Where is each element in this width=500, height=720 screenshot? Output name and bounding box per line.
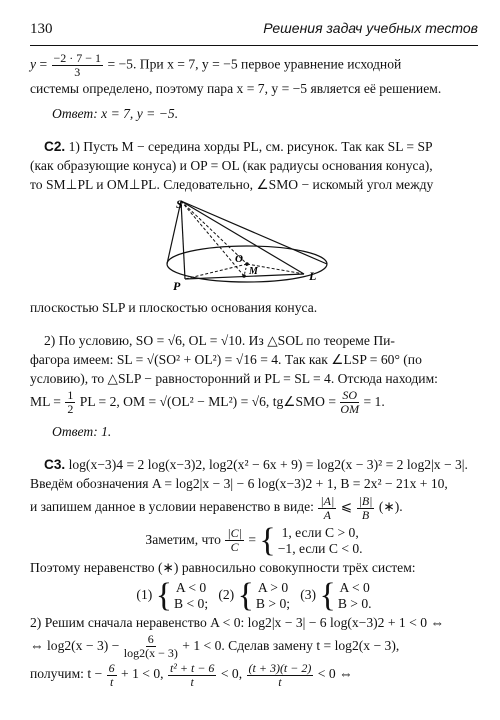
t-fraction-2: $\frac{\text{t² + t − 6}}{t}$ (169, 660, 215, 689)
label-o: O (235, 253, 243, 265)
label-s: S (176, 197, 183, 211)
top-answer: Ответ: x = 7, y = −5. (52, 106, 179, 121)
abs-a-fraction: $\frac{|A|}{A}$ (320, 493, 335, 522)
page-number: 130 (30, 21, 53, 37)
edge-sp (181, 201, 185, 279)
half-fraction: $\frac{1}{2}$ (67, 388, 74, 417)
label-m: M (249, 266, 258, 277)
top-fraction: $\frac{-2 \cdot 7 - 1}{3}$ (53, 51, 102, 79)
c2-answer: Ответ: 1. (52, 424, 112, 440)
system-3: { A < 0 B > 0. (319, 576, 372, 614)
c3-label: С3. (44, 457, 66, 473)
c3-note: Заметим, что $\frac{|C|}{C}$ = { 1, если C > 0, −1, если C < 0. (145, 521, 363, 559)
top-line-1: y = $\frac{-2 \cdot 7 - 1}{3}$ = −5. При x = 7, y = −5 первое уравнение исходной (30, 51, 402, 79)
tangent-fraction: $\frac{SO}{OM}$ (340, 388, 360, 417)
log-fraction: $\frac{6}{\log 2(x - 3)}$ (123, 632, 178, 661)
top-line-2: системы определено, поэтому пара x = 7, y = −5 является её решением. (30, 81, 442, 96)
point-m (242, 274, 246, 278)
c2-part2-line-1: 2) По условию, SO = √6, OL = √10. Из △SOL по теореме Пи- (44, 333, 395, 348)
c2-part2-line-2: фагора имеем: SL = √(SO² + OL²) = √16 = 4. Так как ∠LSP = 60° (по (30, 352, 422, 367)
page-header (30, 20, 478, 46)
c3-line-7: 2) Решим сначала неравенство A < 0: log2|x − 3| − 6 log(x−3)2 + 1 < 0 ⇔ (30, 614, 444, 630)
cases-brace: { 1, если C > 0, −1, если C < 0. (259, 521, 363, 559)
c3-line-8: ⇔ log2(x − 3) − $\frac{6}{\log 2(x - 3)}$ + 1 < 0. Сделав замену t = log2(x − 3), (30, 632, 400, 661)
c2-label: С2. (44, 139, 66, 154)
c2-line-4: плоскостью SLP и плоскостью основания конуса. (30, 300, 318, 315)
system-1: { A < 0 B < 0; (155, 576, 209, 614)
abs-c-fraction: $\frac{|C|}{C}$ (227, 526, 242, 555)
c2-line-2: (как образующие конуса) и OP = OL (как радиусы основания конуса), (30, 158, 433, 173)
book-page (30, 20, 478, 689)
c2-part2-line-3: условию), то △SLP − равносторонний и PL = SL = 4. Отсюда находим: (30, 371, 438, 386)
system-2: { A > 0 B > 0; (237, 576, 291, 614)
segment-om (244, 264, 247, 276)
cone-generatrix-right (181, 201, 327, 264)
c2-part2-line-4: ML = $\frac{1}{2}$ PL = 2, OM = √(OL² − ML²) = √6, tg∠SMO = $\frac{SO}{OM}$ = 1. (30, 388, 385, 417)
abs-b-fraction: $\frac{|B|}{B}$ (358, 493, 373, 522)
c3-systems: (1) { A < 0 B < 0; (2) { A > 0 B > 0; (3) { A < 0 B > 0. (136, 576, 372, 614)
label-l: L (309, 269, 317, 283)
c3-line-2: Введём обозначения A = log2|x − 3| − 6 log(x−3)2 + 1, B = 2x² − 21x + 10, (30, 476, 448, 492)
c3-line-3: и запишем данное в условии неравенство в виде: $\frac{|A|}{A}$ ⩽ $\frac{|B|}{B}$ (∗). (30, 493, 403, 522)
label-p: P (173, 279, 181, 292)
running-title: Решения задач учебных тестов (263, 20, 478, 36)
t-fraction-1: $\frac{6}{t}$ (108, 660, 115, 689)
c3-line-9: получим: t − $\frac{6}{t}$ + 1 < 0, $\frac{\text{t² + t − 6}}{t}$ < 0, $\frac{(t + 3)(t - 2)}{t}$ < 0 ⇔ (30, 660, 353, 689)
t-fraction-3: $\frac{(t + 3)(t - 2)}{t}$ (248, 660, 312, 689)
c3-line-1: С3. log(x−3)4 = 2 log(x−3)2, log2(x² − 6x + 9) = log2(x − 3)² = 2 log2|x − 3|. (44, 457, 468, 473)
cone-figure (149, 196, 359, 292)
c2-line-3: то SM⊥PL и OM⊥PL. Следовательно, ∠SMO − искомый угол между (30, 177, 434, 192)
c3-line-5: Поэтому неравенство (∗) равносильно совокупности трёх систем: (30, 559, 416, 575)
c2-line-1: С2. 1) Пусть M − середина хорды PL, см. рисунок. Так как SL = SP (44, 139, 433, 154)
